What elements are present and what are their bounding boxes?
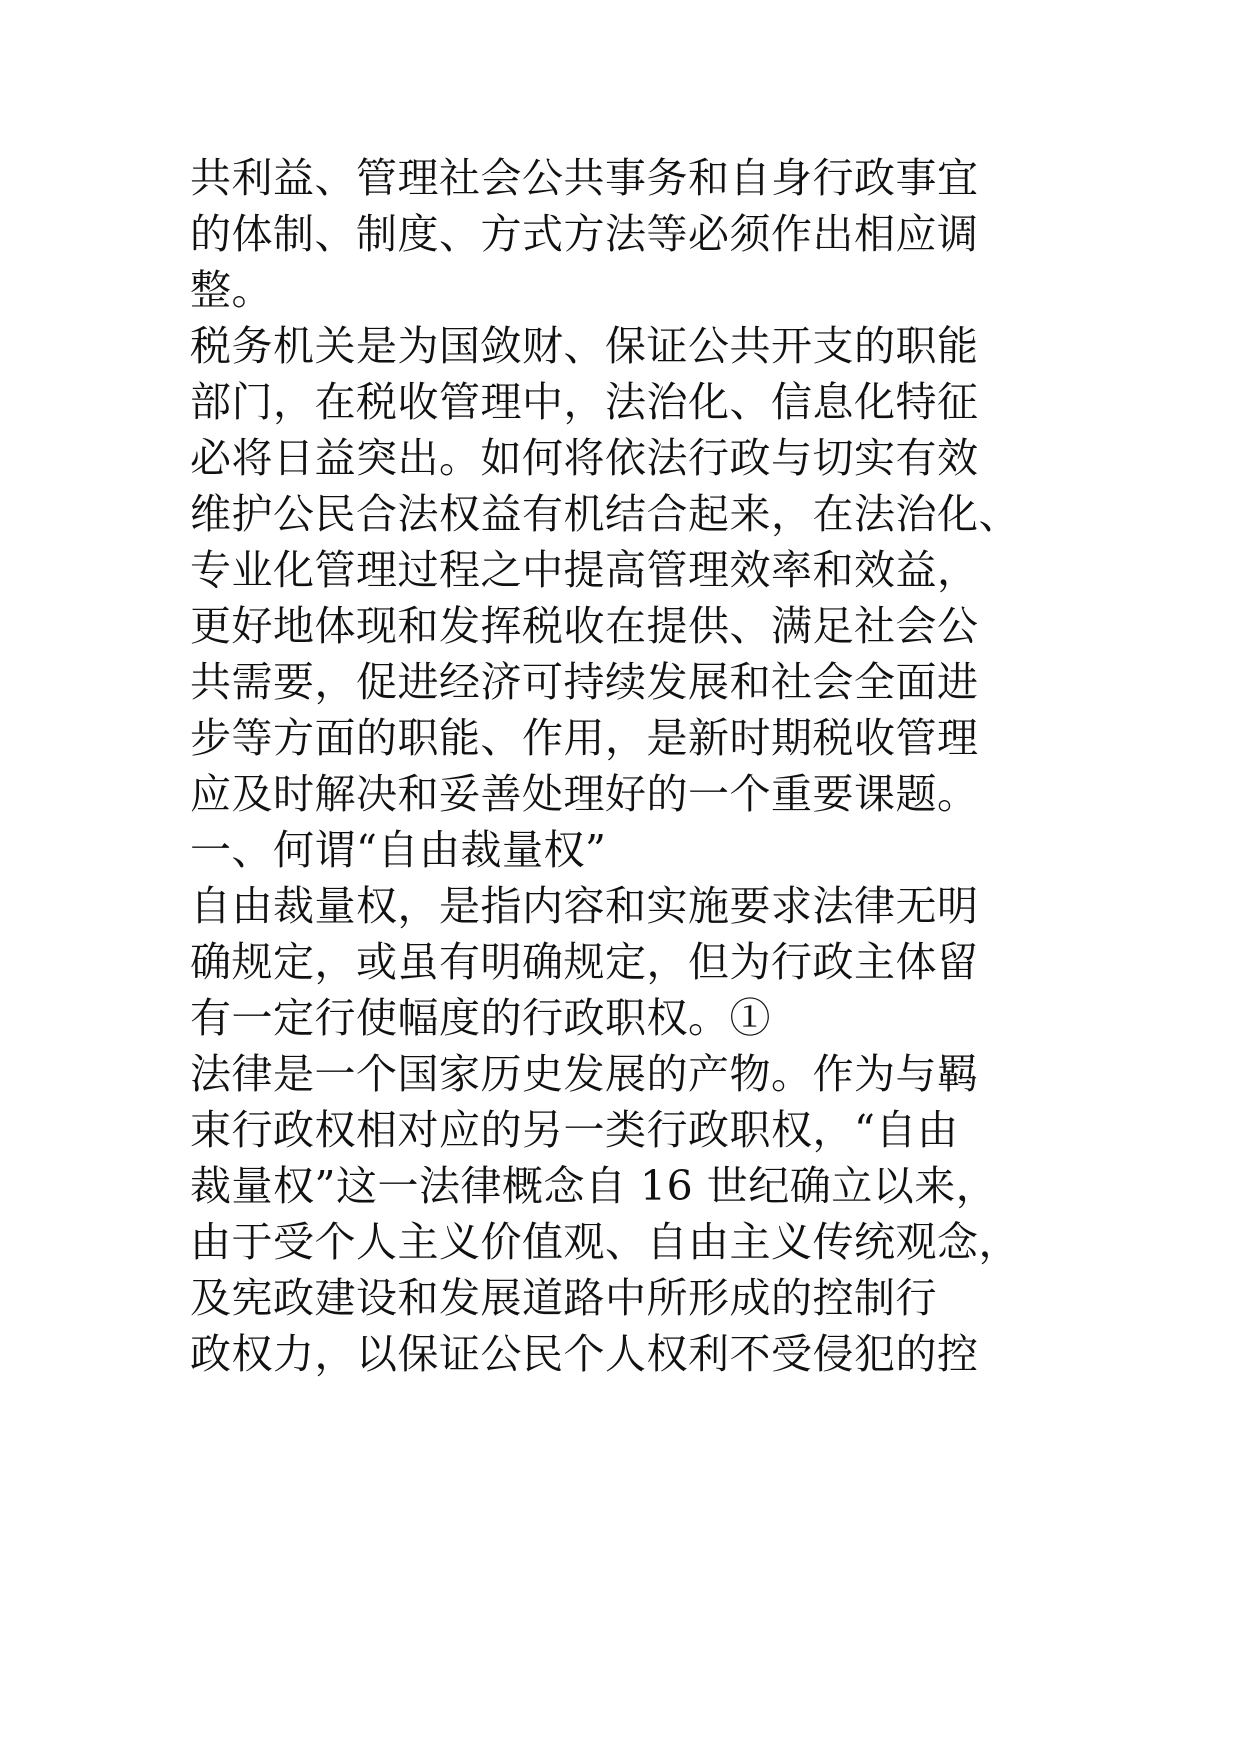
- text-line: 自由裁量权，是指内容和实施要求法律无明: [190, 882, 979, 930]
- text-line: 确规定，或虽有明确规定，但为行政主体留: [190, 938, 979, 986]
- text-line: 裁量权”这一法律概念自 16 世纪确立以来，: [190, 1162, 998, 1210]
- text-line: 束行政权相对应的另一类行政职权，“自由: [190, 1106, 959, 1154]
- text-line: 整。: [190, 266, 273, 314]
- text-line: 专业化管理过程之中提高管理效率和效益，: [190, 546, 979, 594]
- body-text: [190, 150, 1090, 1382]
- text-line: 有一定行使幅度的行政职权。①: [190, 994, 771, 1042]
- text-line: 必将日益突出。如何将依法行政与切实有效: [190, 434, 979, 482]
- text-line: 更好地体现和发挥税收在提供、满足社会公: [190, 602, 979, 650]
- text-line: 的体制、制度、方式方法等必须作出相应调: [190, 210, 979, 258]
- text-line: 应及时解决和妥善处理好的一个重要课题。: [190, 770, 979, 818]
- text-line: 部门，在税收管理中，法治化、信息化特征: [190, 378, 979, 426]
- text-line: 政权力，以保证公民个人权利不受侵犯的控: [190, 1330, 979, 1378]
- text-line: 共利益、管理社会公共事务和自身行政事宜: [190, 154, 979, 202]
- text-line: 共需要，促进经济可持续发展和社会全面进: [190, 658, 979, 706]
- text-line: 维护公民合法权益有机结合起来，在法治化、: [190, 490, 1020, 538]
- text-line: 步等方面的职能、作用，是新时期税收管理: [190, 714, 979, 762]
- text-line: 税务机关是为国敛财、保证公共开支的职能: [190, 322, 979, 370]
- text-line: 由于受个人主义价值观、自由主义传统观念，: [190, 1218, 1020, 1266]
- text-line: 法律是一个国家历史发展的产物。作为与羁: [190, 1050, 979, 1098]
- text-line: 及宪政建设和发展道路中所形成的控制行: [190, 1274, 937, 1322]
- section-heading: 一、何谓“自由裁量权”: [190, 826, 607, 874]
